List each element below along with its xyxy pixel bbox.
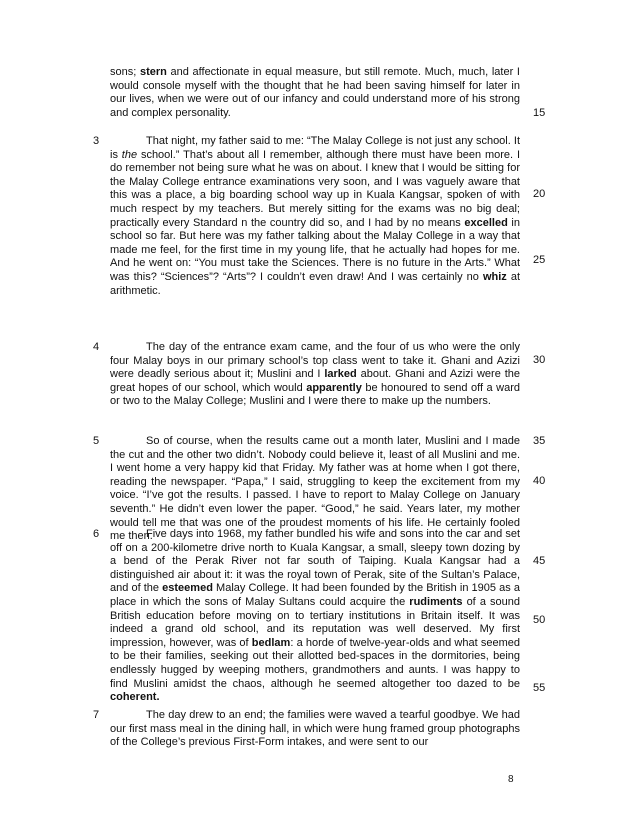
text-run: The day of the entrance exam came, and the four of us who were the only four Malay boys in our primary school’s top class went to take it. Ghani and Azizi were deadly serious about it; Muslini and I bbox=[110, 341, 520, 381]
line-number: 35 bbox=[533, 435, 546, 447]
bold-term: coherent. bbox=[110, 691, 160, 704]
paragraph-text bbox=[110, 135, 520, 297]
text-run: at arithmetic. bbox=[110, 270, 520, 297]
text-run: So of course, when the results came out a month later, Muslini and I made the cut and the other two didn’t. Nobody could believe it, least of all Muslini and me. I went home a very happy kid that Friday. My father was at home when I got there, reading the newspaper. “Papa,” I said, struggling to keep the excitement from my voice. “I’ve got the results. I passed. I have to report to Malay College on January seventh.” He didn’t even lower the paper. “Good,” he said. Years later, my mother would tell me that was one of the proudest moments of his life. He certainly fooled me then. bbox=[110, 435, 520, 543]
line-number: 30 bbox=[533, 354, 546, 366]
bold-term: whiz bbox=[482, 270, 507, 283]
paragraph-continuation bbox=[110, 66, 520, 120]
page-number: 8 bbox=[508, 774, 514, 785]
bold-term: rudiments bbox=[409, 595, 463, 608]
bold-term: larked bbox=[324, 368, 357, 381]
bold-term: bedlam bbox=[251, 636, 291, 649]
line-number: 20 bbox=[533, 188, 546, 200]
text-run: The day drew to an end; the families were waved a tearful goodbye. We had our first mass meal in the dining hall, in which were hung framed group photographs of the College’s previous First-Form intakes, and were sent to our bbox=[110, 709, 520, 749]
text-run: Malay College. It had been founded by the British in 1905 as a place in which the sons of Malay Sultans could acquire the bbox=[110, 582, 520, 608]
text-run: school.” That’s about all I remember, although there must have been more. I do remember not being sure what he was on about. I knew that I would be sitting for the Malay College entrance examinations very soon, and I was vaguely aware that this was a place, a big boarding school way up in Kuala Kangsar, spoken of with much respect by my teachers. But merely sitting for the exams was no big deal; practically every Standard n the country did so, and I had by no means bbox=[110, 148, 521, 229]
text-run: about. Ghani and Azizi were the great hopes of our school, which would bbox=[110, 368, 520, 394]
line-number: 45 bbox=[533, 555, 546, 567]
paragraph-text bbox=[110, 341, 520, 407]
text-run: That night, my father said to me: “The Malay College is not just any school. It is bbox=[110, 135, 520, 161]
bold-term: stern bbox=[139, 66, 167, 78]
text-run: be honoured to send off a ward or two to the Malay College; Muslini and I were there to make up the numbers. bbox=[110, 381, 520, 408]
paragraph-text bbox=[110, 709, 520, 748]
text-run: in school so far. But here was my father talking about the Malay College in a way that made me feel, for the first time in my young life, that he actually had hopes for me. And he went on: “You must take the Sciences. There is no future in the Arts.” What was this? “Sciences”? “Arts”? I couldn’t even draw! And I was certainly no bbox=[110, 216, 520, 283]
paragraph-number: 5 bbox=[93, 435, 100, 447]
paragraph-text bbox=[110, 435, 520, 542]
paragraph-text bbox=[110, 528, 520, 703]
line-number: 50 bbox=[533, 614, 546, 626]
bold-term: excelled bbox=[464, 216, 508, 229]
text-run: of a sound British education before moving on to tertiary institutions in Britain itself. It was indeed a grand old school, and its reputation was well deserved. My first impression, however, was of bbox=[110, 595, 520, 649]
paragraph-number: 7 bbox=[93, 709, 100, 721]
paragraph-text bbox=[110, 66, 520, 119]
bold-term: esteemed bbox=[162, 582, 213, 595]
paragraph-number: 6 bbox=[93, 528, 100, 540]
paragraph-4 bbox=[110, 341, 520, 409]
line-number: 40 bbox=[533, 475, 546, 487]
line-number: 15 bbox=[533, 107, 546, 119]
text-run: and affectionate in equal measure, but still remote. Much, much, later I would console myself with the thought that he had been saving himself for later in our lives, when we were out of our infancy and could understand more of his strong and complex personality. bbox=[110, 66, 520, 119]
text-run: sons; bbox=[110, 66, 140, 78]
paragraph-number: 3 bbox=[93, 135, 100, 147]
paragraph-number: 4 bbox=[93, 341, 100, 353]
paragraph-3 bbox=[110, 135, 520, 298]
line-number: 55 bbox=[533, 682, 546, 694]
paragraph-6 bbox=[110, 528, 520, 705]
text-run: Five days into 1968, my father bundled his wife and sons into the car and set off on a 200-kilometre drive north to Kuala Kangsar, a small, sleepy town dozing by a bend of the Perak River not far south of Taiping. Kuala Kangsar had a distinguished air about it: it was the royal town of Perak, site of the Sultan’s Palace, and of the bbox=[110, 528, 520, 595]
bold-term: apparently bbox=[306, 381, 362, 394]
italic-term: the bbox=[121, 148, 138, 161]
text-run: : a horde of twelve-year-olds and what seemed to be their families, seeking out their allotted bed-spaces in the dormitories, being endlessly hugged by weeping mothers, grandmothers and aunts. I was happy to find Muslini amidst the chaos, although he seemed altogether too dazed to be bbox=[110, 636, 520, 690]
paragraph-7 bbox=[110, 709, 520, 750]
line-number: 25 bbox=[533, 254, 546, 266]
